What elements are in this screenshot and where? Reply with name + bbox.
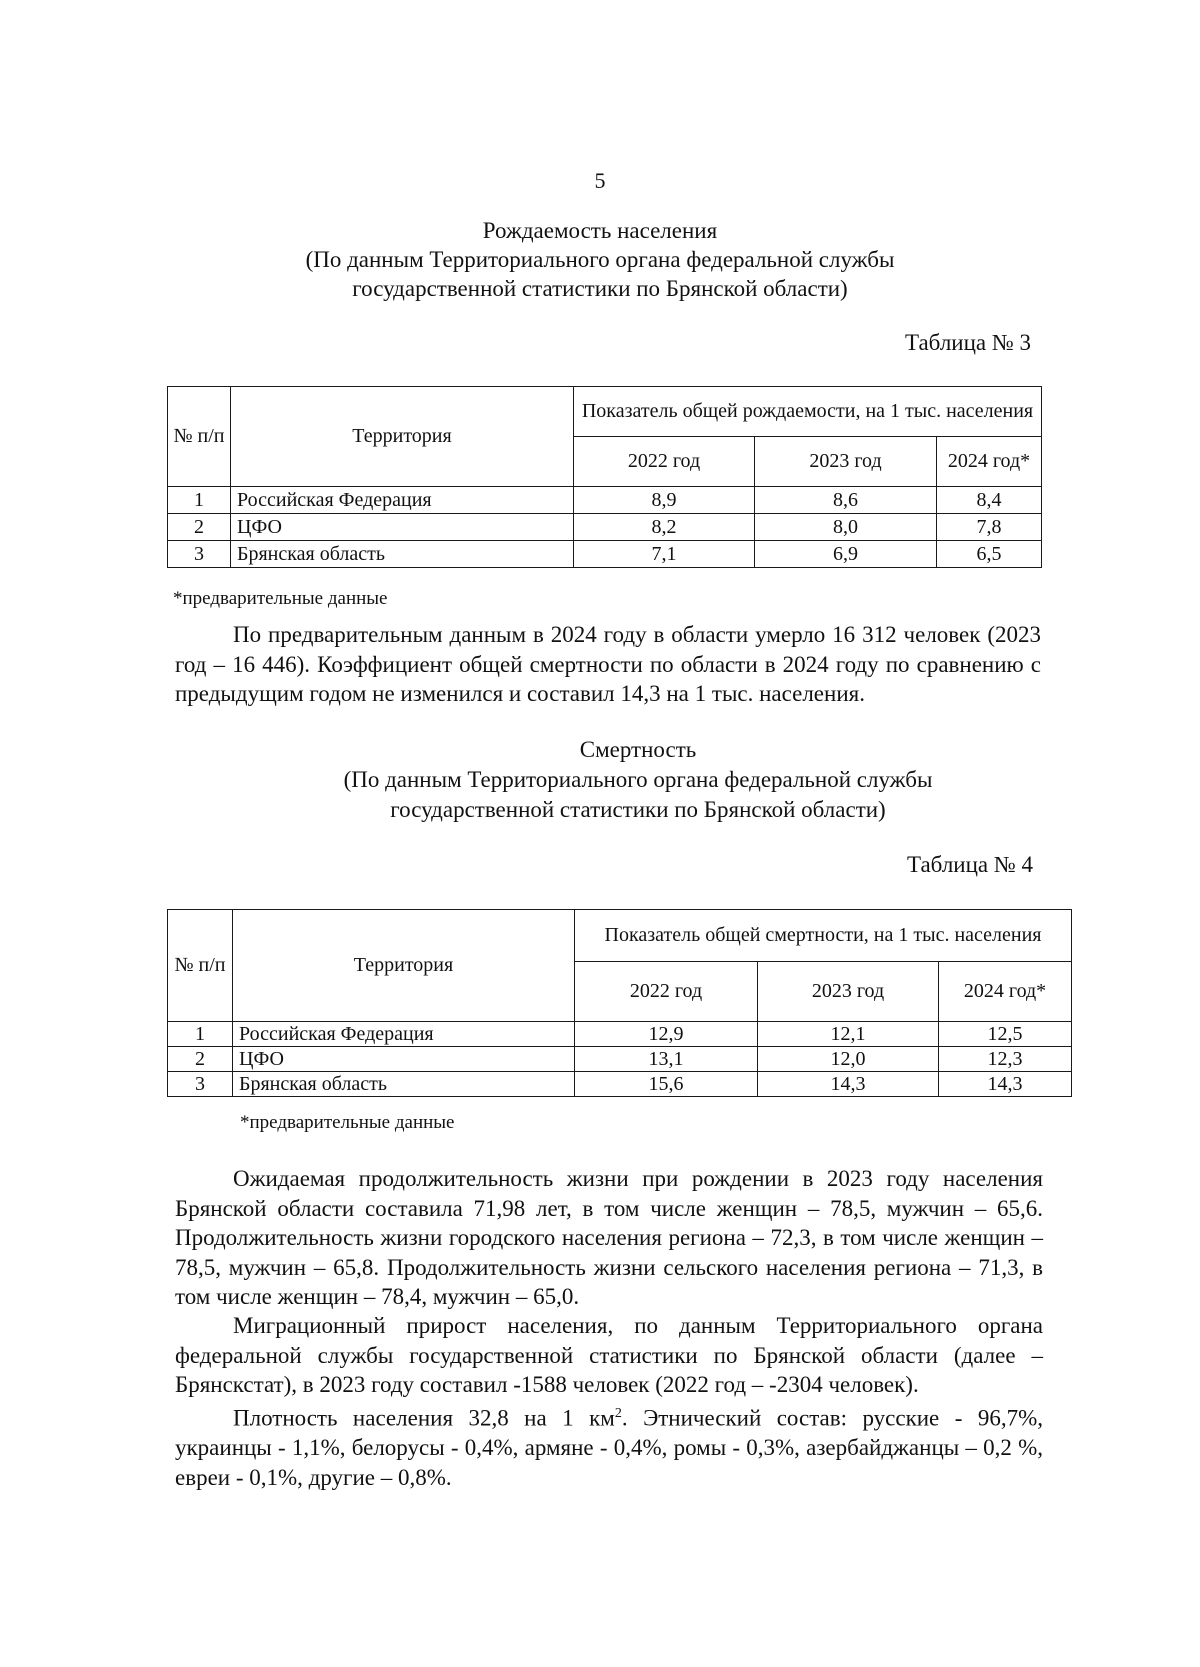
footnote: *предварительные данные [173, 588, 388, 609]
row-num: 2 [168, 514, 231, 541]
row-num: 1 [168, 487, 231, 514]
row-value: 8,4 [937, 487, 1042, 514]
table-row [168, 514, 1042, 541]
superscript: 2 [614, 1406, 622, 1421]
section-source-line: государственной статистики по Брянской области) [390, 797, 886, 822]
col-header-territory: Территория [231, 387, 574, 487]
row-value: 12,3 [939, 1047, 1072, 1072]
row-value: 12,9 [575, 1022, 758, 1047]
row-value: 15,6 [575, 1072, 758, 1097]
birth-rate-table [167, 386, 1042, 568]
row-value: 8,6 [755, 487, 937, 514]
table-row [168, 487, 1042, 514]
page-number: 5 [594, 168, 606, 193]
row-value: 6,5 [937, 541, 1042, 568]
row-territory: Российская Федерация [233, 1022, 575, 1047]
row-territory: Брянская область [231, 541, 574, 568]
section-source-line: (По данным Территориального органа федеральной службы [343, 767, 933, 792]
mortality-table [167, 909, 1072, 1097]
row-value: 7,1 [574, 541, 755, 568]
section-title-mortality: Смертность [579, 737, 697, 762]
table-label-3: Таблица № 3 [905, 330, 1032, 355]
footnote: *предварительные данные [240, 1112, 455, 1133]
row-territory: Российская Федерация [231, 487, 574, 514]
row-value: 7,8 [937, 514, 1042, 541]
row-num: 3 [168, 541, 231, 568]
row-num: 1 [168, 1022, 233, 1047]
col-header-year: 2024 год* [939, 962, 1072, 1022]
col-header-indicator: Показатель общей рождаемости, на 1 тыс. населения [574, 387, 1042, 437]
row-num: 3 [168, 1072, 233, 1097]
paragraph-migration: Миграционный прирост населения, по данным Территориального органа федеральной службы государственной статистики по Брянской области (далее – Брянскстат), в 2023 году составил -1588 человек (2022 год – -2304 человек). [175, 1313, 1043, 1397]
row-value: 14,3 [758, 1072, 939, 1097]
col-header-year: 2024 год* [937, 437, 1042, 487]
row-territory: ЦФО [233, 1047, 575, 1072]
col-header-year: 2023 год [755, 437, 937, 487]
section-source-line: государственной статистики по Брянской области) [352, 276, 848, 301]
col-header-year: 2022 год [574, 437, 755, 487]
col-header-num: № п/п [168, 910, 233, 1022]
table-label-4: Таблица № 4 [907, 852, 1034, 877]
row-num: 2 [168, 1047, 233, 1072]
row-value: 8,0 [755, 514, 937, 541]
row-territory: Брянская область [233, 1072, 575, 1097]
section-source-line: (По данным Территориального органа федеральной службы [305, 247, 895, 272]
row-value: 8,9 [574, 487, 755, 514]
table-row [168, 1022, 1072, 1047]
paragraph-density-ethnicity: Плотность населения 32,8 на 1 $км^2$. Этнический состав: русские - 96,7%, украинцы - 1,1%, белорусы - 0,4%, армяне - 0,4%, ромы - 0,3%, азербайджанцы – 0,2 %, евреи - 0,1%, другие – 0,8%. [175, 1405, 1044, 1490]
row-territory: ЦФО [231, 514, 574, 541]
row-value: 6,9 [755, 541, 937, 568]
section-title-birth-rate: Рождаемость населения [482, 218, 718, 243]
paragraph-life-expectancy: Ожидаемая продолжительность жизни при рождении в 2023 году населения Брянской области составила 71,98 лет, в том числе женщин – 78,5, мужчин – 65,6. Продолжительность жизни городского населения региона – 72,3, в том числе женщин – 78,5, мужчин – 65,8. Продолжительность жизни сельского населения региона – 71,3, в том числе женщин – 78,4, мужчин – 65,0. [175, 1166, 1043, 1309]
row-value: 12,5 [939, 1022, 1072, 1047]
col-header-year: 2022 год [575, 962, 758, 1022]
col-header-territory: Территория [233, 910, 575, 1022]
table-row [168, 1047, 1072, 1072]
row-value: 12,0 [758, 1047, 939, 1072]
col-header-indicator: Показатель общей смертности, на 1 тыс. населения [575, 910, 1072, 962]
col-header-year: 2023 год [758, 962, 939, 1022]
row-value: 8,2 [574, 514, 755, 541]
table-row [168, 1072, 1072, 1097]
row-value: 12,1 [758, 1022, 939, 1047]
col-header-num: № п/п [168, 387, 231, 487]
paragraph-mortality-summary: По предварительным данным в 2024 году в области умерло 16 312 человек (2023 год – 16 446). Коэффициент общей смертности по области в 2024 году по сравнению с предыдущим годом не изменился и составил 14,3 на 1 тыс. населения. [175, 622, 1041, 706]
row-value: 14,3 [939, 1072, 1072, 1097]
row-value: 13,1 [575, 1047, 758, 1072]
table-row [168, 541, 1042, 568]
